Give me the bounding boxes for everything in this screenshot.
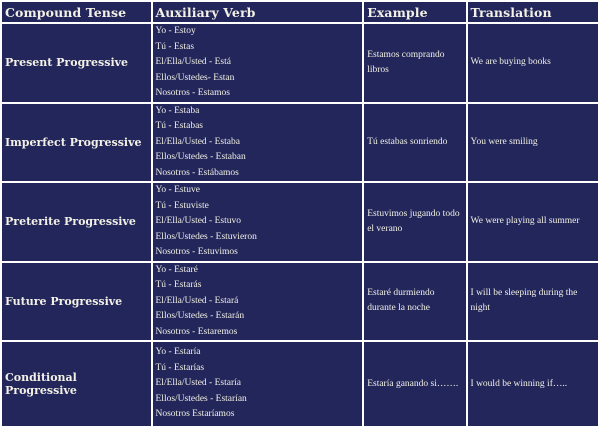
translation-cell: You were smiling: [468, 104, 598, 182]
aux-line: El/Ella/Usted - Estaría: [155, 378, 241, 389]
aux-line: Yo - Estuve: [155, 185, 200, 195]
aux-line: Tú - Estas: [155, 41, 195, 52]
aux-line: Yo - Estaría: [155, 347, 201, 358]
example-cell: Estuvimos jugando todo el verano: [364, 183, 465, 261]
aux-line: Yo - Estaba: [155, 105, 200, 116]
header-translation: Translation: [468, 2, 598, 22]
aux-line: El/Ella/Usted - Estaba: [155, 136, 240, 147]
aux-line: Ellos/Ustedes - Estarían: [155, 393, 247, 404]
tense-cell: Conditional Progressive: [2, 342, 151, 426]
example-cell: Tú estabas sonriendo: [364, 104, 465, 182]
header-compound-tense: Compound Tense: [2, 2, 151, 22]
aux-line: Nosotros Estaríamos: [155, 409, 235, 420]
aux-line: Tú - Estabas: [155, 121, 203, 131]
translation-cell: I will be sleeping during the night: [468, 263, 598, 341]
translation-cell: We were playing all summer: [468, 183, 598, 261]
aux-line: Tú - Estarás: [155, 280, 202, 290]
aux-line: Nosotros - Estábamos: [155, 167, 239, 178]
aux-line: Ellos/Ustedes - Estarán: [155, 311, 245, 321]
aux-line: Ellos/Ustedes - Estaban: [155, 152, 246, 162]
table-row: [2, 342, 598, 426]
table-row: [2, 24, 598, 102]
aux-line: Nosotros - Estamos: [155, 88, 230, 98]
tense-cell: Present Progressive: [2, 24, 151, 102]
aux-line: El/Ella/Usted - Estuvo: [155, 216, 241, 226]
translation-cell: I would be winning if…..: [468, 342, 598, 426]
tense-cell: Imperfect Progressive: [2, 104, 151, 182]
tense-cell: Future Progressive: [2, 263, 151, 341]
translation-cell: We are buying books: [468, 24, 598, 102]
aux-line: Yo - Estoy: [155, 26, 196, 36]
aux-line: Nosotros - Estuvimos: [155, 247, 238, 257]
auxiliary-cell: [153, 342, 363, 426]
aux-line: Tú - Estuviste: [155, 200, 209, 211]
aux-line: Nosotros - Estaremos: [155, 326, 238, 337]
table-row: [2, 104, 598, 182]
aux-line: El/Ella/Usted - Está: [155, 57, 231, 67]
header-row: [2, 2, 598, 22]
aux-line: Ellos/Ustedes - Estuvieron: [155, 231, 257, 242]
aux-line: El/Ella/Usted - Estará: [155, 295, 239, 306]
auxiliary-cell: [153, 104, 363, 182]
aux-line: Tú - Estarías: [155, 362, 205, 373]
tense-cell: Preterite Progressive: [2, 183, 151, 261]
auxiliary-cell: [153, 24, 363, 102]
table-row: [2, 263, 598, 341]
example-cell: Estaré durmiendo durante la noche: [364, 263, 465, 341]
auxiliary-cell: [153, 183, 363, 261]
header-example: Example: [364, 2, 465, 22]
aux-line: Yo - Estaré: [155, 264, 198, 275]
table-row: [2, 183, 598, 261]
auxiliary-cell: [153, 263, 363, 341]
example-cell: Estaría ganando si…….: [364, 342, 465, 426]
example-cell: Estamos comprando libros: [364, 24, 465, 102]
aux-line: Ellos/Ustedes- Estan: [155, 72, 235, 83]
header-auxiliary-verb: Auxiliary Verb: [153, 2, 363, 22]
